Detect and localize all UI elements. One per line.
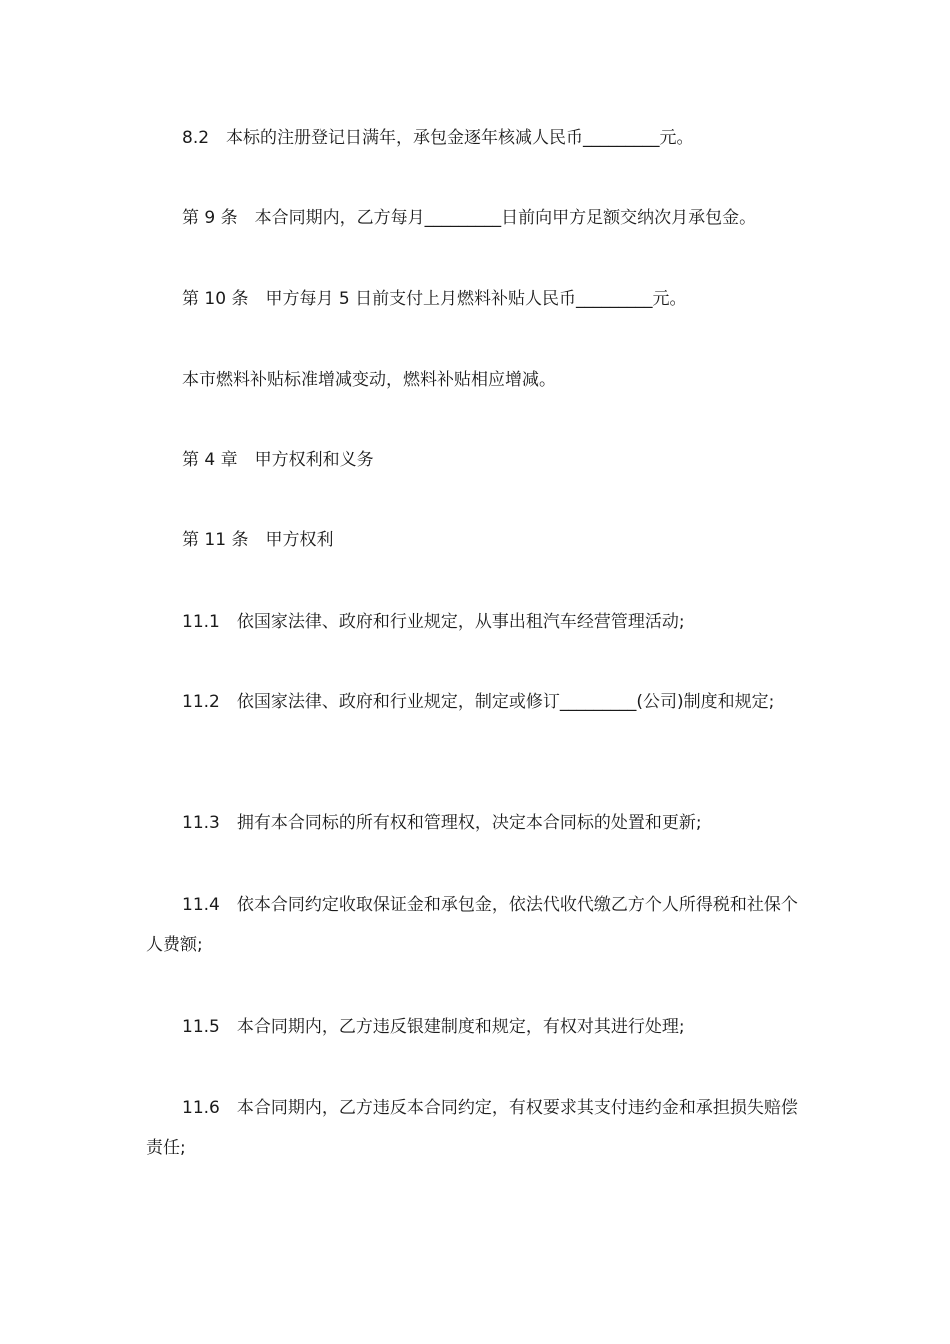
paragraph-article-9: 第 9 条 本合同期内，乙方每月_________日前向甲方足额交纳次月承包金。 bbox=[182, 208, 757, 228]
chapter-4-heading: 第 4 章 甲方权利和义务 bbox=[182, 450, 374, 470]
paragraph-11-3: 11.3 拥有本合同标的所有权和管理权，决定本合同标的处置和更新; bbox=[182, 813, 702, 833]
paragraph-11-2: 11.2 依国家法律、政府和行业规定，制定或修订_________(公司)制度和规定; bbox=[182, 692, 775, 712]
paragraph-article-10: 第 10 条 甲方每月 5 日前支付上月燃料补贴人民币_________元。 bbox=[182, 289, 687, 309]
paragraph-11-6: 11.6 本合同期内，乙方违反本合同约定，有权要求其支付违约金和承担损失赔偿责任; bbox=[146, 1098, 798, 1158]
paragraph-11-1: 11.1 依国家法律、政府和行业规定，从事出租汽车经营管理活动; bbox=[182, 612, 685, 632]
paragraph-11-4: 11.4 依本合同约定收取保证金和承包金，依法代收代缴乙方个人所得税和社保个人费额; bbox=[146, 895, 798, 955]
paragraph-11-5: 11.5 本合同期内，乙方违反银建制度和规定，有权对其进行处理; bbox=[182, 1017, 685, 1037]
article-11-heading: 第 11 条 甲方权利 bbox=[182, 530, 334, 550]
paragraph-8-2: 8.2 本标的注册登记日满年，承包金逐年核减人民币_________元。 bbox=[182, 128, 694, 148]
paragraph-fuel-subsidy: 本市燃料补贴标准增减变动，燃料补贴相应增减。 bbox=[182, 370, 556, 390]
